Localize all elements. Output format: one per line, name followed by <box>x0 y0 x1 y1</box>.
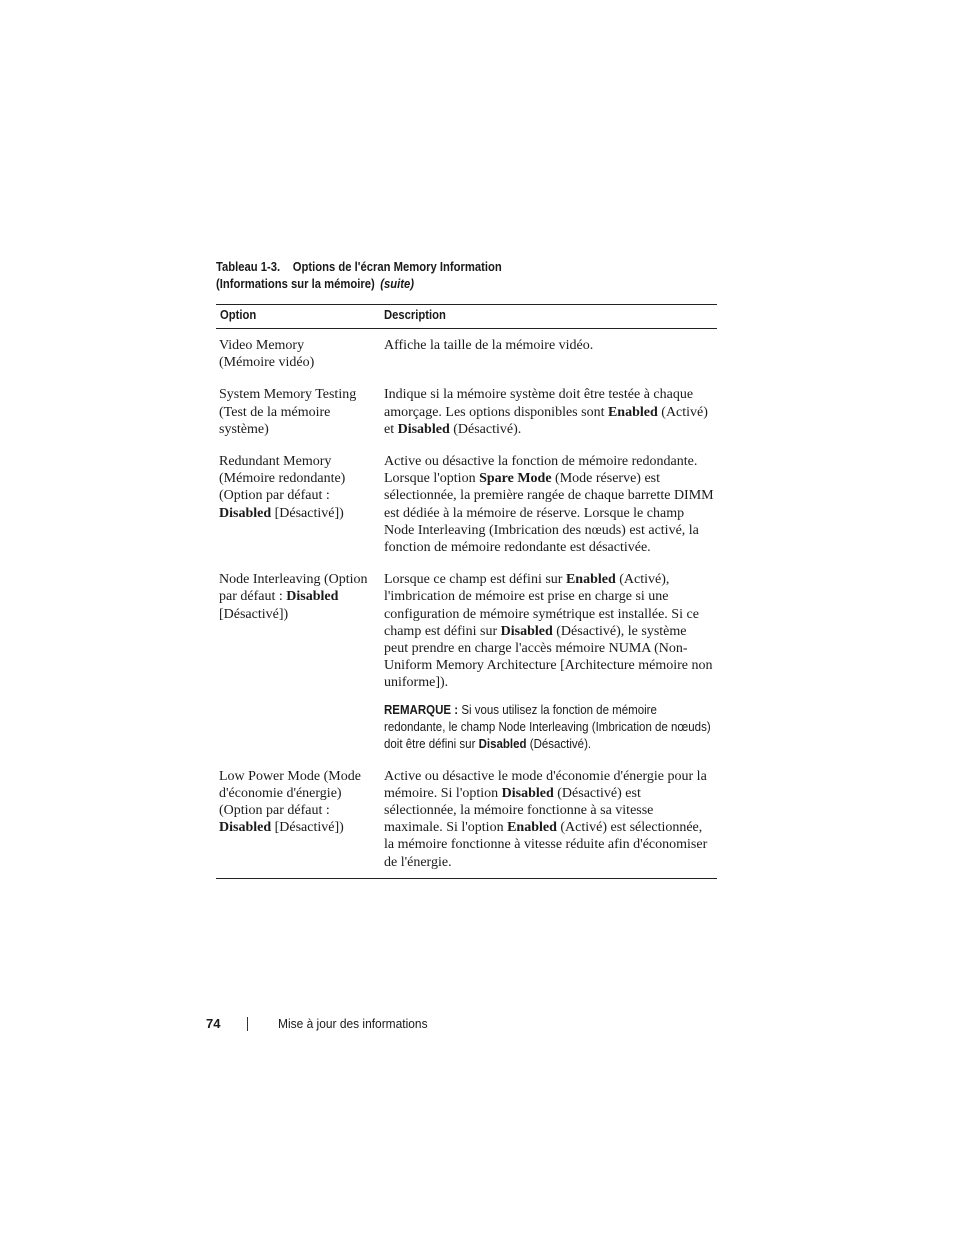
table-row <box>216 445 717 563</box>
table-row <box>216 329 717 379</box>
table-header-row <box>216 305 717 329</box>
table-row <box>216 760 717 878</box>
description-cell: Lorsque ce champ est défini sur Enabled (Activé), l'imbrication de mémoire est prise en charge si une configuration de mémoire symétrique est installée. Si ce champ est défini sur Disabled (Désactivé), le système peut prendre en charge l'accès mémoire NUMA (Non-Uniform Memory Architecture [Architecture mémoire non uniforme]). REMARQUE : Si vous utilisez la fonction de mémoire redondante, le champ Node Interleaving (Imbrication de nœuds) doit être défini sur Disabled (Désactivé). <box>384 572 713 751</box>
footer-divider <box>247 1017 248 1031</box>
header-description: Description <box>380 305 717 329</box>
header-option: Option <box>216 305 380 329</box>
description-cell: Indique si la mémoire système doit être testée à chaque amorçage. Les options disponibles sont Enabled (Activé) et Disabled (Désactivé). <box>384 387 708 437</box>
option-cell: Node Interleaving (Option par défaut : Disabled [Désactivé]) <box>219 572 368 622</box>
caption-title: Options de l'écran Memory Information <box>292 260 502 274</box>
page-number: 74 <box>206 1016 221 1031</box>
table-row <box>216 378 717 445</box>
caption-continued: (suite) <box>380 277 414 291</box>
note-label: REMARQUE : <box>384 702 459 717</box>
table-caption <box>216 259 684 293</box>
description-cell: Active ou désactive la fonction de mémoire redondante. Lorsque l'option Spare Mode (Mode réserve) est sélectionnée, la première rangée de chaque barrette DIMM est dédiée à la mémoire de réserve. Lorsque le champ Node Interleaving (Imbrication des nœuds) est activé, la fonction de mémoire redondante est désactivée. <box>384 454 714 556</box>
caption-line-1 <box>216 259 684 276</box>
option-cell: Low Power Mode (Mode d'économie d'énergie) (Option par défaut : Disabled [Désactivé]) <box>219 768 361 836</box>
option-cell: Redundant Memory (Mémoire redondante) (Option par défaut : Disabled [Désactivé]) <box>219 454 346 521</box>
option-cell: System Memory Testing (Test de la mémoire système) <box>219 387 357 437</box>
caption-label: Tableau 1-3. <box>216 260 281 274</box>
caption-title-cont: (Informations sur la mémoire) <box>216 277 375 291</box>
options-table <box>216 304 717 879</box>
option-cell: Video Memory (Mémoire vidéo) <box>219 338 315 371</box>
table-row <box>216 563 717 759</box>
description-cell: Affiche la taille de la mémoire vidéo. <box>384 338 594 353</box>
description-cell: Active ou désactive le mode d'économie d'énergie pour la mémoire. Si l'option Disabled (Désactivé) est sélectionnée, la mémoire fonctionne à sa vitesse maximale. Si l'option Enabled (Activé) est sélectionnée, la mémoire fonctionne à vitesse réduite afin d'économiser de l'énergie. <box>384 768 708 870</box>
caption-line-2 <box>216 276 684 293</box>
note-block: REMARQUE : Si vous utilisez la fonction de mémoire redondante, le champ Node Interleaving (Imbrication de nœuds) doit être défini sur Disabled (Désactivé). <box>384 702 711 751</box>
footer-section-title: Mise à jour des informations <box>278 1016 428 1031</box>
